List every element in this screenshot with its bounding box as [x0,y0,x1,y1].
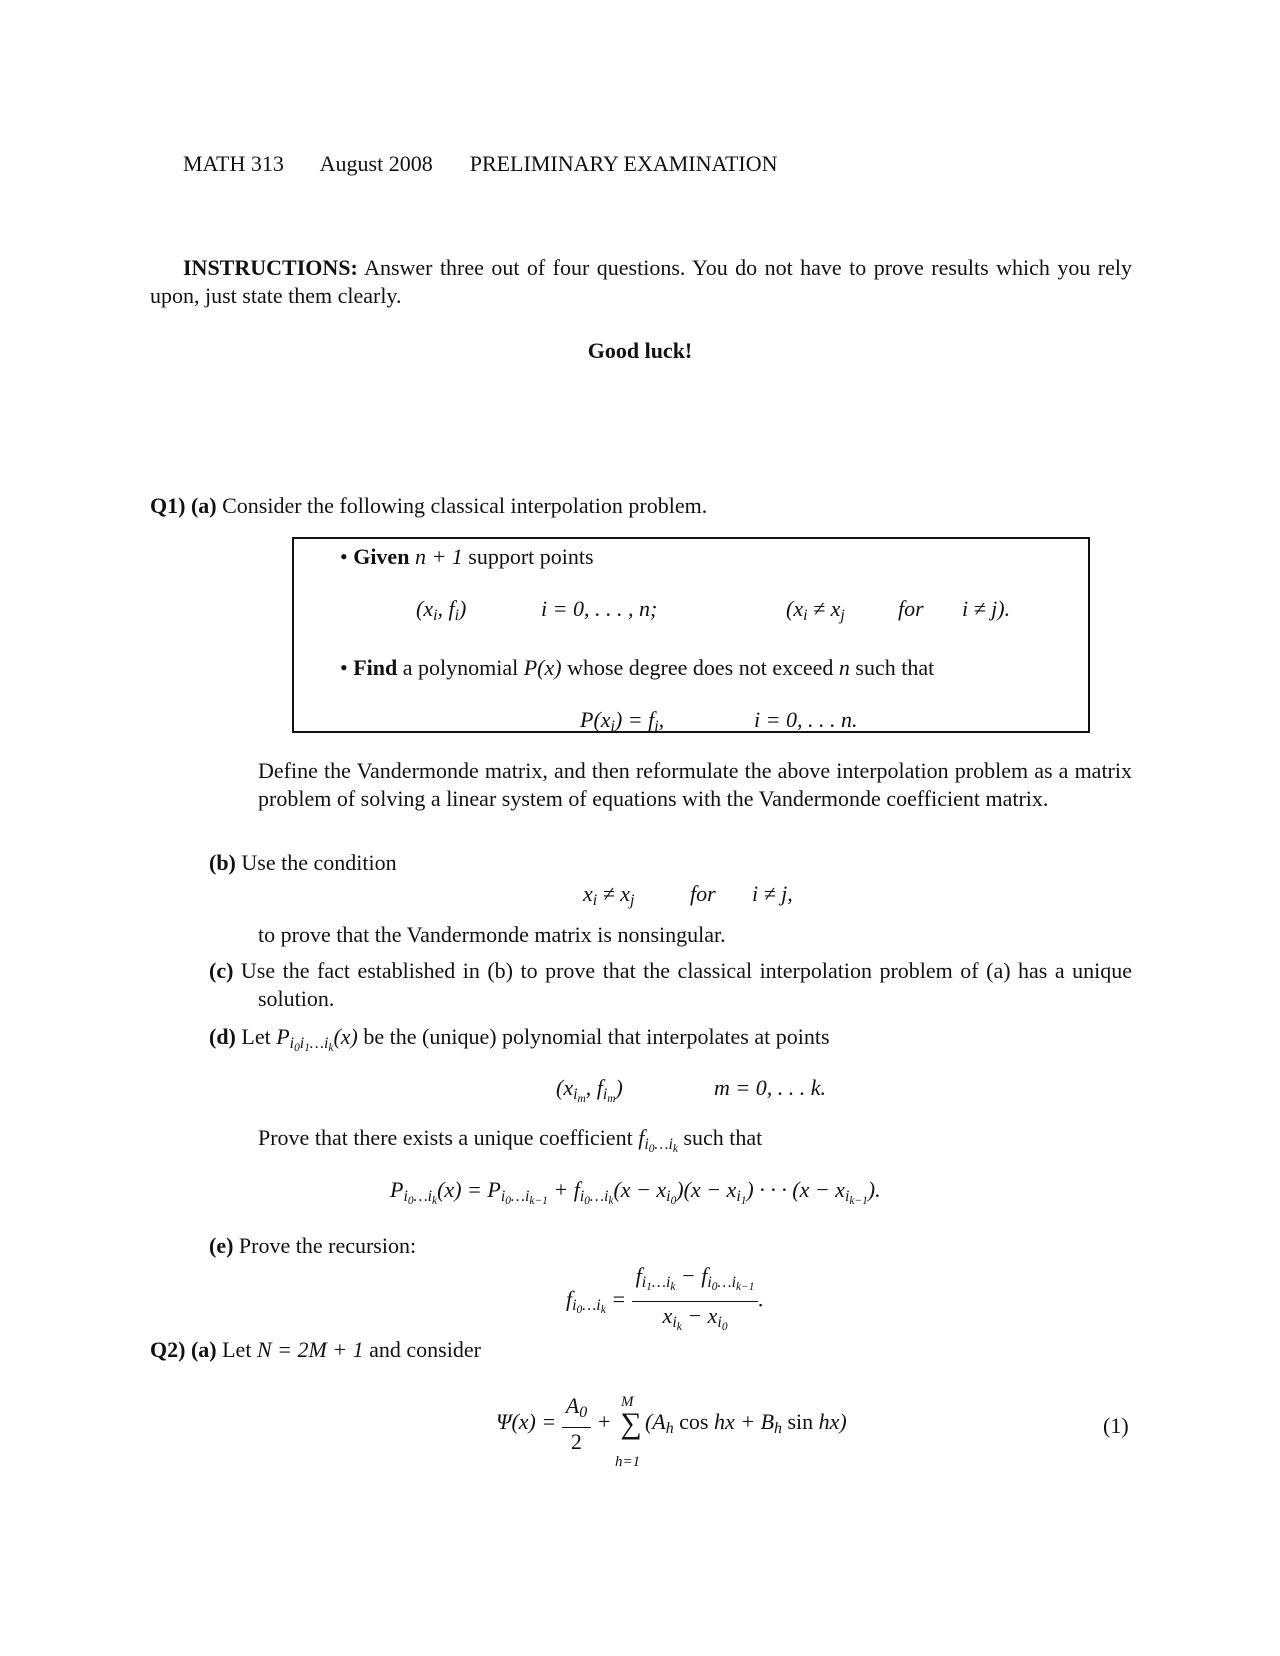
find-text-1: a polynomial [402,655,519,680]
q1d-poly: $P_{i_0i_1\dots i_k}(x)$ [276,1024,358,1054]
box-bullet-given [340,543,594,571]
find-n: n [838,655,850,680]
support-for: for [898,596,924,621]
bullet-icon: • [340,544,348,569]
q1d-label: (d) [209,1024,236,1049]
interp-equation: $P(x_i) = f_i$, [580,707,665,735]
bullet-icon: • [340,655,348,680]
instructions [150,254,1132,310]
q2a-math: N = 2M + 1 [256,1337,364,1362]
exam-header [183,150,778,178]
support-neq: i ≠ j). [962,596,1011,621]
find-math: P(x) [523,655,562,680]
q1e-label: (e) [209,1233,234,1258]
q1d-prove [258,1124,762,1163]
q1b-after: to prove that the Vandermonde matrix is nonsingular. [258,922,726,947]
q1d-text-2: be the (unique) polynomial that interpolates at points [363,1024,830,1049]
q1c-label: (c) [209,958,234,983]
q1c [209,957,1132,1013]
q1c-text: Use the fact established in (b) to prove that the classical interpolation problem of (a) has a unique solution. [240,958,1133,1011]
support-condition: ($x_i \ne x_j$ [786,596,845,624]
given-bold: Given [353,544,410,569]
equation-number: (1) [1103,1413,1129,1438]
q1d-formula: $P_{i_0\dots i_k}(x) = P_{i_0\dots i_{k-1}} + f_{i_0\dots i_k}(x - x_{i_0})(x - x_{i_1})$ · · · $(x - x_{i_{k-1}})$. [390,1177,881,1207]
q2-label: Q2) [150,1337,186,1362]
q1d-prove-text-2: such that [683,1125,763,1150]
q2a-label: (a) [190,1337,217,1362]
interp-range: i = 0, . . . n. [754,707,858,732]
q1d-line [209,1023,830,1062]
q1d-prove-text: Prove that there exists a unique coefficient [258,1125,633,1150]
q1a-after: Define the Vandermonde matrix, and then reformulate the above interpolation problem as a matrix problem of solving a linear system of equations with the Vandermonde coefficient matrix. [258,758,1132,811]
q2a-text-2: and consider [369,1337,481,1362]
q1b-condition: $x_i \ne x_j$ [583,881,635,909]
sum-symbol: ∑ M h=1 [614,1394,642,1471]
q1b-label: (b) [209,850,236,875]
course-code: MATH 313 [183,151,284,176]
q1b-for: for [690,881,716,906]
good-luck: Good luck! [587,338,693,363]
q1a-label: (a) [190,493,217,518]
instructions-text: Answer three out of four questions. You do not have to prove results which you rely upon, just state them clearly. [150,255,1132,308]
find-bold: Find [353,655,398,680]
q1b-text: Use the condition [241,850,397,875]
q1e-text: Prove the recursion: [238,1233,417,1258]
instructions-label: INSTRUCTIONS: [183,255,358,280]
q2a-line [150,1336,481,1364]
q1d-range: m = 0, . . . k. [714,1075,826,1100]
q1d-coef: $f_{i_0\dots i_k}$ [638,1125,678,1155]
q2-formula: Ψ(x) = $\frac{A_0}{2}$ + ∑ M h=1 ($A_h$ cos hx + $B_h$ sin hx) [496,1393,847,1471]
q1e-line [209,1232,416,1260]
q1b-line [209,849,397,877]
find-text-3: such that [855,655,935,680]
q1e-fraction: $\frac{f_{i_1\dots i_k} - f_{i_0\dots i_{k-1}}}{x_{i_k} - x_{i_0}}$ [632,1262,759,1341]
exam-date: August 2008 [319,151,433,176]
q1b-neq: i ≠ j, [752,881,793,906]
support-pair: ($x_i$, $f_i$) [416,596,467,624]
q1d-text-1: Let [241,1024,271,1049]
q1-label: Q1) [150,493,186,518]
q1a-line [150,492,707,520]
support-range: i = 0, . . . , n; [541,596,658,621]
q2-fraction: $\frac{A_0}{2}$ [562,1392,591,1456]
q1e-formula: $f_{i_0\dots i_k}$ = $\frac{f_{i_1\dots i_k} - f_{i_0\dots i_{k-1}}}{x_{i_k} - x_{i_0}}$ . [566,1262,764,1341]
q1d-points: ($x_{i_m}$, $f_{i_m}$) [556,1075,623,1105]
find-text-2: whose degree does not exceed [567,655,834,680]
given-math: n + 1 [414,544,463,569]
given-text: support points [468,544,594,569]
q1a-intro: Consider the following classical interpolation problem. [222,493,708,518]
q2a-text-1: Let [222,1337,252,1362]
exam-title: PRELIMINARY EXAMINATION [469,151,778,176]
box-bullet-find [340,654,934,682]
